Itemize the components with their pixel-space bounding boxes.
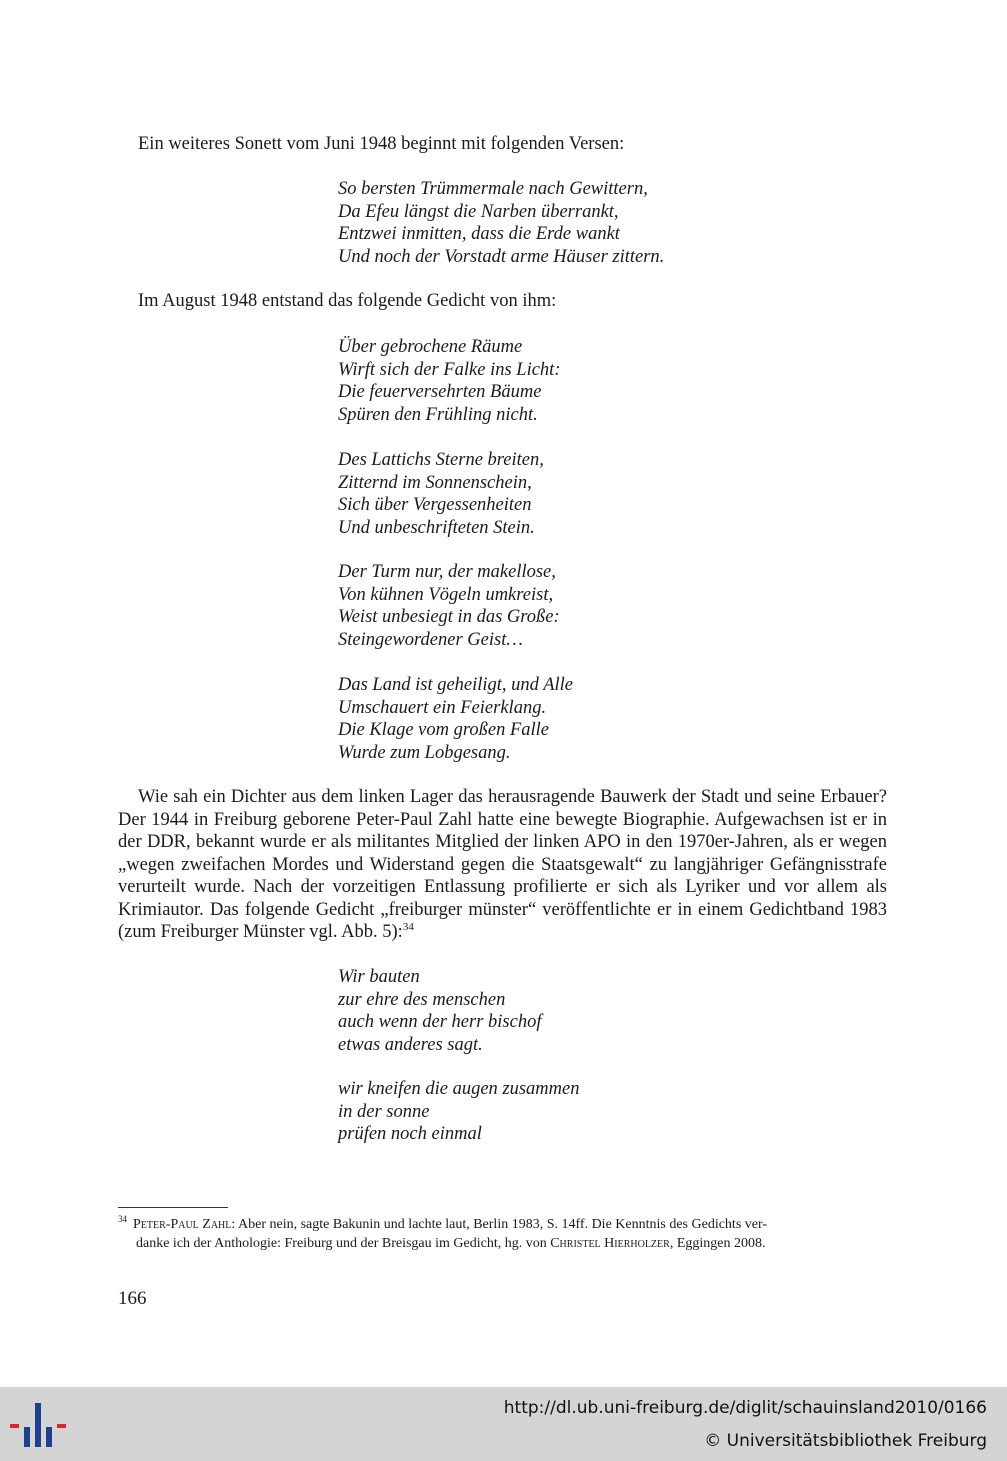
- poem-line: Spüren den Frühling nicht.: [338, 404, 538, 425]
- poem-line: Sich über Vergessenheiten: [338, 495, 532, 515]
- poem-line: So bersten Trümmermale nach Gewittern,: [338, 179, 648, 199]
- document-url-link[interactable]: http://dl.ub.uni-freiburg.de/diglit/schauinsland2010/0166: [503, 1398, 987, 1418]
- footnote-text: danke ich der Anthologie: Freiburg und der Breisgau im Gedicht, hg. von: [136, 1236, 551, 1251]
- poem-stanza-3: [338, 561, 898, 651]
- poem-line: auch wenn der herr bischof: [338, 1012, 542, 1032]
- poem-line: Und unbeschrifteten Stein.: [338, 517, 535, 538]
- footnote-text: : Aber nein, sagte Bakunin und lachte laut, Berlin 1983, S. 14ff. Die Kenntnis des Gedichts ver-: [231, 1217, 768, 1232]
- zahl-poem-stanza-2: [338, 1078, 898, 1146]
- page-number: 166: [118, 1288, 147, 1309]
- footnote-editor: Christel Hierholzer: [550, 1236, 670, 1251]
- poem-line: Steingewordener Geist…: [338, 629, 523, 650]
- poem-line: Des Lattichs Sterne breiten,: [338, 450, 544, 470]
- poem-line: Wir bauten: [338, 967, 420, 987]
- body-paragraph: [118, 786, 887, 944]
- poem-line: Über gebrochene Räume: [338, 337, 523, 357]
- intro-sonnet-text: Ein weiteres Sonett vom Juni 1948 beginnt mit folgenden Versen:: [138, 134, 625, 154]
- footnote: [118, 1215, 887, 1253]
- poem-line: zur ehre des menschen: [338, 989, 506, 1010]
- footnote-number: 34: [118, 1214, 127, 1225]
- poem-stanza-2: [338, 449, 898, 539]
- poem-line: in der sonne: [338, 1101, 430, 1122]
- poem-line: Weist unbesiegt in das Große:: [338, 607, 560, 627]
- poem-line: Die Klage vom großen Falle: [338, 720, 549, 740]
- footnote-text: , Eggingen 2008.: [669, 1236, 766, 1251]
- footnote-reference[interactable]: 34: [402, 920, 414, 933]
- poem-line: Zitternd im Sonnenschein,: [338, 472, 532, 493]
- footer-bar: [0, 1387, 1007, 1461]
- poem-line: Entzwei inmitten, dass die Erde wankt: [338, 224, 620, 244]
- poem-stanza-1: [338, 336, 898, 426]
- sonnet-stanza: [338, 178, 898, 268]
- body-paragraph-text: Wie sah ein Dichter aus dem linken Lager das herausragende Bauwerk der Stadt und seine Erbauer? Der 1944 in Freiburg geborene Peter-Paul Zahl hatte eine bewegte Biographie. Aufgewachsen ist er in der DDR, bekannt wurde er als militantes Mitglied der linken APO in den 1970er-Jahren, als er wegen „wegen zweifachen Mordes und Widerstand gegen die Staatsgewalt“ zu langjähriger Gefängnisstrafe verurteilt wurde. Nach der vorzeitigen Entlassung profilierte er sich als Lyriker und vor allem als Krimiautor. Das folgende Gedicht „freiburger münster“ veröffentlichte er in einem Gedichtband 1983 (zum Freiburger Münster vgl. Abb. 5):: [118, 787, 887, 942]
- poem-line: Wirft sich der Falke ins Licht:: [338, 359, 561, 380]
- poem-stanza-4: [338, 674, 898, 764]
- ub-freiburg-logo-icon[interactable]: [10, 1401, 66, 1451]
- poem-line: Und noch der Vorstadt arme Häuser zittern.: [338, 246, 665, 267]
- poem-line: Von kühnen Vögeln umkreist,: [338, 584, 554, 605]
- poem-line: etwas anderes sagt.: [338, 1034, 483, 1055]
- poem-line: Die feuerversehrten Bäume: [338, 382, 542, 402]
- poem-line: Umschauert ein Feierklang.: [338, 697, 547, 718]
- zahl-poem-stanza-1: [338, 966, 898, 1056]
- poem-line: Der Turm nur, der makellose,: [338, 562, 556, 582]
- poem-line: wir kneifen die augen zusammen: [338, 1079, 580, 1099]
- poem-line: Das Land ist geheiligt, und Alle: [338, 675, 574, 695]
- footnote-continuation: [118, 1234, 887, 1253]
- footnote-divider: [118, 1207, 228, 1208]
- poem-line: Wurde zum Lobgesang.: [338, 742, 511, 763]
- footnote-author: Peter-Paul Zahl: [133, 1217, 232, 1232]
- copyright-text: © Universitätsbibliothek Freiburg: [704, 1431, 987, 1451]
- poem-line: Da Efeu längst die Narben überrankt,: [338, 201, 619, 222]
- poem-line: prüfen noch einmal: [338, 1124, 482, 1144]
- intro-poem-text: Im August 1948 entstand das folgende Gedicht von ihm:: [138, 291, 557, 311]
